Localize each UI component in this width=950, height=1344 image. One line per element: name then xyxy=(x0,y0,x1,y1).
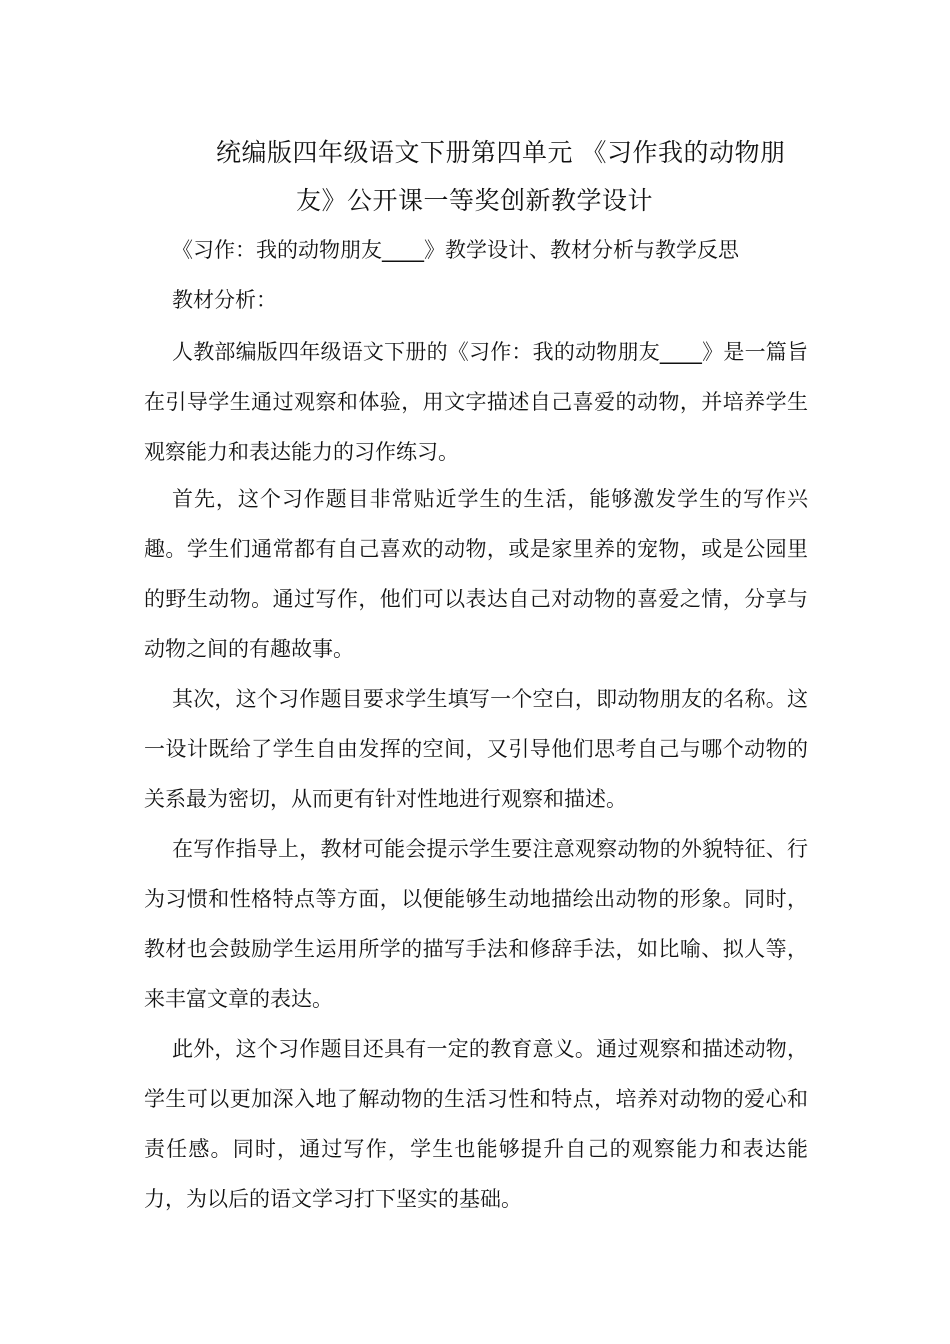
paragraph-guidance: 在写作指导上，教材可能会提示学生要注意观察动物的外貌特征、行为习惯和性格特点等方面，以便能够生动地描绘出动物的形象。同时，教材也会鼓励学生运用所学的描写手法和修辞手法，如比喻、拟人等，来丰富文章的表达。 xyxy=(144,837,808,1011)
document-title-line-1: 统编版四年级语文下册第四单元 《习作我的动物朋 xyxy=(216,138,786,167)
paragraph-second: 其次，这个习作题目要求学生填写一个空白，即动物朋友的名称。这一设计既给了学生自由发挥的空间，又引导他们思考自己与哪个动物的关系最为密切，从而更有针对性地进行观察和描述。 xyxy=(144,687,808,811)
paragraph-significance: 此外，这个习作题目还具有一定的教育意义。通过观察和描述动物，学生可以更加深入地了解动物的生活习性和特点，培养对动物的爱心和责任感。同时，通过写作，学生也能够提升自己的观察能力和表达能力，为以后的语文学习打下坚实的基础。 xyxy=(144,1037,808,1211)
document-title-line-2: 友》公开课一等奖创新教学设计 xyxy=(296,186,654,215)
paragraph-intro: 人教部编版四年级语文下册的《习作：我的动物朋友____》是一篇旨在引导学生通过观察和体验，用文字描述自己喜爱的动物，并培养学生观察能力和表达能力的习作练习。 xyxy=(144,340,808,464)
paragraph-first: 首先，这个习作题目非常贴近学生的生活，能够激发学生的写作兴趣。学生们通常都有自己喜欢的动物，或是家里养的宠物，或是公园里的野生动物。通过写作，他们可以表达自己对动物的喜爱之情，分享与动物之间的有趣故事。 xyxy=(144,487,808,661)
section-label: 教材分析： xyxy=(172,288,277,312)
document-subtitle: 《习作：我的动物朋友____》教学设计、教材分析与教学反思 xyxy=(172,238,739,262)
